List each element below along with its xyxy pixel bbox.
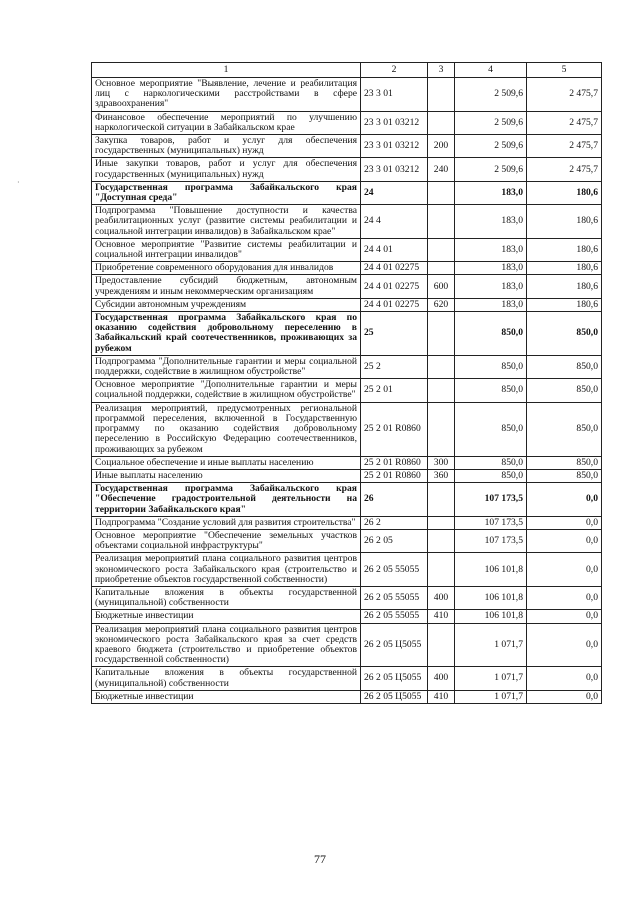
table-row <box>92 529 602 552</box>
row-code-cell: 26 2 05 55055 <box>361 553 428 587</box>
row-amount-2-cell: 0,0 <box>527 623 602 667</box>
row-name-cell: Подпрограмма "Повышение доступности и качества реабилитационных услуг (развитие системы реабилитации и социальной интеграции инвалидов) в Забайкальском крае" <box>92 205 361 239</box>
row-name-cell: Предоставление субсидий бюджетным, автономным учреждениям и иным некоммерческим организациям <box>92 275 361 298</box>
row-amount-2-cell: 180,6 <box>527 298 602 311</box>
row-amount-2-cell: 0,0 <box>527 553 602 587</box>
row-amount-1-cell: 183,0 <box>455 275 527 298</box>
table-row <box>92 456 602 469</box>
row-code-cell: 24 <box>361 181 428 204</box>
row-code-cell: 24 4 01 <box>361 238 428 261</box>
row-code-cell: 25 2 01 <box>361 379 428 402</box>
row-vr-cell <box>428 379 455 402</box>
row-name-cell: Социальное обеспечение и иные выплаты населению <box>92 456 361 469</box>
table-row <box>92 402 602 456</box>
table-row <box>92 275 602 298</box>
table-row <box>92 78 602 112</box>
row-name-cell: Государственная программа Забайкальского края "Доступная среда" <box>92 181 361 204</box>
row-amount-2-cell: 850,0 <box>527 379 602 402</box>
row-amount-1-cell: 107 173,5 <box>455 529 527 552</box>
row-name-cell: Субсидии автономным учреждениям <box>92 298 361 311</box>
row-code-cell: 26 <box>361 483 428 517</box>
row-amount-2-cell: 850,0 <box>527 456 602 469</box>
row-name-cell: Реализация мероприятий плана социального развития центров экономического роста Забайкальского края за счет средств краевого бюджета (строительство и приобретение объектов государственной собственности) <box>92 623 361 667</box>
row-amount-1-cell: 850,0 <box>455 456 527 469</box>
row-code-cell: 26 2 05 55055 <box>361 610 428 623</box>
row-amount-2-cell: 2 475,7 <box>527 78 602 112</box>
row-code-cell: 26 2 <box>361 516 428 529</box>
row-code-cell: 23 3 01 03212 <box>361 111 428 134</box>
row-amount-2-cell: 0,0 <box>527 667 602 690</box>
row-name-cell: Финансовое обеспечение мероприятий по улучшению наркологической ситуации в Забайкальском крае <box>92 111 361 134</box>
row-vr-cell <box>428 355 455 378</box>
row-code-cell: 24 4 01 02275 <box>361 298 428 311</box>
row-name-cell: Реализация мероприятий плана социального развития центров экономического роста Забайкальского края (строительство и приобретение объектов государственной собственности) <box>92 553 361 587</box>
table-row <box>92 553 602 587</box>
row-amount-2-cell: 850,0 <box>527 402 602 456</box>
row-code-cell: 26 2 05 Ц5055 <box>361 667 428 690</box>
row-amount-2-cell: 850,0 <box>527 312 602 356</box>
row-amount-2-cell: 180,6 <box>527 262 602 275</box>
row-code-cell: 26 2 05 55055 <box>361 586 428 609</box>
row-amount-1-cell: 2 509,6 <box>455 78 527 112</box>
row-vr-cell: 300 <box>428 456 455 469</box>
header-cell-amount-1: 4 <box>455 63 527 78</box>
table-row <box>92 667 602 690</box>
scan-mark: · <box>17 178 20 187</box>
row-name-cell: Бюджетные инвестиции <box>92 610 361 623</box>
row-vr-cell <box>428 312 455 356</box>
budget-table <box>91 62 602 704</box>
table-row <box>92 379 602 402</box>
row-vr-cell <box>428 553 455 587</box>
header-cell-amount-2: 5 <box>527 63 602 78</box>
row-name-cell: Основное мероприятие "Развитие системы реабилитации и социальной интеграции инвалидов" <box>92 238 361 261</box>
table-row <box>92 355 602 378</box>
table-row <box>92 181 602 204</box>
table-row <box>92 158 602 181</box>
row-amount-2-cell: 0,0 <box>527 483 602 517</box>
row-name-cell: Подпрограмма "Дополнительные гарантии и меры социальной поддержки, содействие в жилищном обустройстве" <box>92 355 361 378</box>
table-row <box>92 298 602 311</box>
row-code-cell: 26 2 05 Ц5055 <box>361 690 428 703</box>
row-amount-1-cell: 183,0 <box>455 298 527 311</box>
row-amount-1-cell: 106 101,8 <box>455 586 527 609</box>
table-row <box>92 623 602 667</box>
row-code-cell: 23 3 01 03212 <box>361 135 428 158</box>
table-row <box>92 262 602 275</box>
row-amount-1-cell: 1 071,7 <box>455 623 527 667</box>
row-name-cell: Закупка товаров, работ и услуг для обеспечения государственных (муниципальных) нужд <box>92 135 361 158</box>
row-amount-2-cell: 0,0 <box>527 586 602 609</box>
row-amount-2-cell: 0,0 <box>527 610 602 623</box>
row-name-cell: Иные закупки товаров, работ и услуг для обеспечения государственных (муниципальных) нужд <box>92 158 361 181</box>
row-amount-1-cell: 107 173,5 <box>455 516 527 529</box>
row-vr-cell: 410 <box>428 690 455 703</box>
row-amount-1-cell: 183,0 <box>455 238 527 261</box>
row-amount-1-cell: 183,0 <box>455 205 527 239</box>
row-amount-1-cell: 850,0 <box>455 355 527 378</box>
table-row <box>92 205 602 239</box>
row-vr-cell: 360 <box>428 469 455 482</box>
row-amount-1-cell: 2 509,6 <box>455 111 527 134</box>
row-vr-cell: 410 <box>428 610 455 623</box>
header-cell-name: 1 <box>92 63 361 78</box>
row-code-cell: 25 <box>361 312 428 356</box>
row-amount-1-cell: 1 071,7 <box>455 690 527 703</box>
row-name-cell: Капитальные вложения в объекты государственной (муниципальной) собственности <box>92 586 361 609</box>
table-row <box>92 135 602 158</box>
row-amount-1-cell: 850,0 <box>455 379 527 402</box>
row-amount-2-cell: 180,6 <box>527 205 602 239</box>
row-amount-1-cell: 2 509,6 <box>455 135 527 158</box>
row-amount-1-cell: 2 509,6 <box>455 158 527 181</box>
row-code-cell: 23 3 01 03212 <box>361 158 428 181</box>
row-amount-2-cell: 2 475,7 <box>527 135 602 158</box>
row-amount-1-cell: 1 071,7 <box>455 667 527 690</box>
table-row <box>92 469 602 482</box>
row-vr-cell <box>428 111 455 134</box>
row-amount-2-cell: 180,6 <box>527 181 602 204</box>
row-vr-cell <box>428 181 455 204</box>
row-vr-cell <box>428 483 455 517</box>
row-name-cell: Основное мероприятие "Дополнительные гарантии и меры социальной поддержки, содействие в жилищном обустройстве" <box>92 379 361 402</box>
row-name-cell: Основное мероприятие "Обеспечение земельных участков объектами социальной инфраструктуры" <box>92 529 361 552</box>
row-vr-cell <box>428 516 455 529</box>
row-name-cell: Бюджетные инвестиции <box>92 690 361 703</box>
row-vr-cell <box>428 402 455 456</box>
row-code-cell: 24 4 01 02275 <box>361 262 428 275</box>
table-row <box>92 586 602 609</box>
row-amount-1-cell: 183,0 <box>455 181 527 204</box>
row-name-cell: Реализация мероприятий, предусмотренных региональной программой переселения, включенной в Государственную программу по оказанию содействия добровольному переселению в Российскую Федерацию соотечественников, проживающих за рубежом <box>92 402 361 456</box>
row-amount-1-cell: 107 173,5 <box>455 483 527 517</box>
row-vr-cell: 200 <box>428 135 455 158</box>
page-number: 77 <box>314 852 326 866</box>
row-amount-2-cell: 0,0 <box>527 690 602 703</box>
table-header-row <box>92 63 602 78</box>
table-row <box>92 312 602 356</box>
row-amount-1-cell: 106 101,8 <box>455 610 527 623</box>
row-vr-cell <box>428 623 455 667</box>
row-amount-1-cell: 850,0 <box>455 469 527 482</box>
row-code-cell: 25 2 01 R0860 <box>361 469 428 482</box>
row-vr-cell: 620 <box>428 298 455 311</box>
row-amount-1-cell: 850,0 <box>455 312 527 356</box>
table-row <box>92 111 602 134</box>
row-vr-cell <box>428 205 455 239</box>
row-code-cell: 23 3 01 <box>361 78 428 112</box>
row-code-cell: 26 2 05 <box>361 529 428 552</box>
row-amount-1-cell: 183,0 <box>455 262 527 275</box>
header-cell-vr: 3 <box>428 63 455 78</box>
table-row <box>92 516 602 529</box>
row-amount-2-cell: 0,0 <box>527 516 602 529</box>
row-name-cell: Государственная программа Забайкальского края "Обеспечение градостроительной деятельности на территории Забайкальского края" <box>92 483 361 517</box>
row-vr-cell <box>428 262 455 275</box>
row-name-cell: Подпрограмма "Создание условий для развития строительства" <box>92 516 361 529</box>
row-code-cell: 26 2 05 Ц5055 <box>361 623 428 667</box>
row-name-cell: Иные выплаты населению <box>92 469 361 482</box>
row-amount-2-cell: 0,0 <box>527 529 602 552</box>
row-amount-2-cell: 850,0 <box>527 469 602 482</box>
row-name-cell: Приобретение современного оборудования для инвалидов <box>92 262 361 275</box>
row-vr-cell <box>428 238 455 261</box>
budget-table-body <box>92 63 602 704</box>
row-vr-cell <box>428 529 455 552</box>
row-amount-1-cell: 106 101,8 <box>455 553 527 587</box>
row-code-cell: 24 4 <box>361 205 428 239</box>
row-code-cell: 24 4 01 02275 <box>361 275 428 298</box>
row-amount-2-cell: 180,6 <box>527 275 602 298</box>
row-code-cell: 25 2 01 R0860 <box>361 402 428 456</box>
row-code-cell: 25 2 01 R0860 <box>361 456 428 469</box>
table-row <box>92 610 602 623</box>
row-name-cell: Капитальные вложения в объекты государственной (муниципальной) собственности <box>92 667 361 690</box>
row-name-cell: Основное мероприятие "Выявление, лечение и реабилитация лиц с наркологическими расстройствами в сфере здравоохранения" <box>92 78 361 112</box>
row-vr-cell: 600 <box>428 275 455 298</box>
row-name-cell: Государственная программа Забайкальского края по оказанию содействия добровольному переселению в Забайкальский край соотечественников, проживающих за рубежом <box>92 312 361 356</box>
row-amount-2-cell: 180,6 <box>527 238 602 261</box>
row-code-cell: 25 2 <box>361 355 428 378</box>
row-amount-2-cell: 850,0 <box>527 355 602 378</box>
table-row <box>92 690 602 703</box>
row-vr-cell: 400 <box>428 586 455 609</box>
table-row <box>92 238 602 261</box>
table-row <box>92 483 602 517</box>
row-vr-cell <box>428 78 455 112</box>
row-amount-2-cell: 2 475,7 <box>527 158 602 181</box>
row-vr-cell: 400 <box>428 667 455 690</box>
row-vr-cell: 240 <box>428 158 455 181</box>
header-cell-code: 2 <box>361 63 428 78</box>
row-amount-2-cell: 2 475,7 <box>527 111 602 134</box>
row-amount-1-cell: 850,0 <box>455 402 527 456</box>
